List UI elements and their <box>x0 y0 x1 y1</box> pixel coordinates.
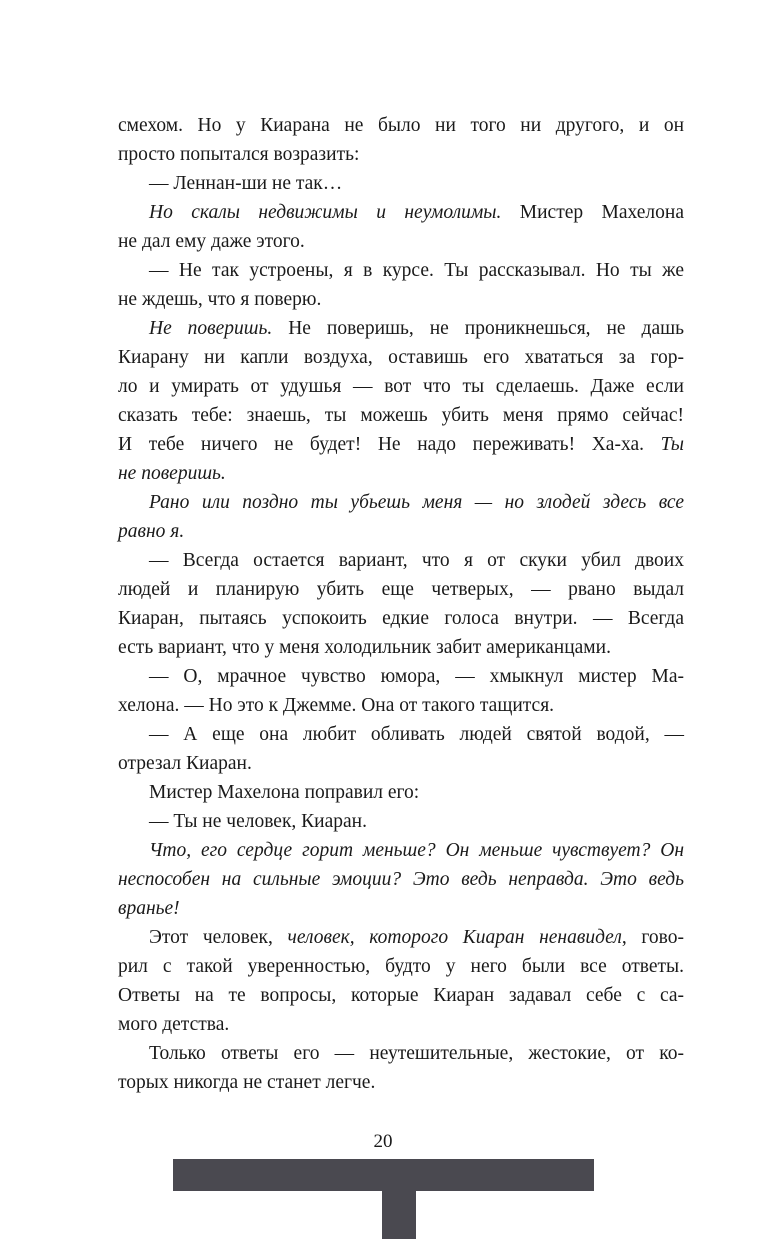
text-line: не дал ему даже этого. <box>118 231 305 252</box>
text-line: — А еще она любит обливать людей святой водой, — <box>149 724 684 745</box>
text-line: мого детства. <box>118 1014 230 1035</box>
text-line: — Ты не человек, Киаран. <box>149 811 367 832</box>
text-line: — О, мрачное чувство юмора, — хмыкнул мистер Ма- <box>149 666 684 687</box>
text-line: рил с такой уверенностью, будто у него были все ответы. <box>118 956 684 977</box>
text-line: Только ответы его — неутешительные, жестокие, от ко- <box>149 1043 684 1064</box>
footer-bar <box>173 1159 594 1191</box>
text-line: не поверишь. <box>118 463 226 484</box>
text-line: не ждешь, что я поверю. <box>118 289 322 310</box>
text-line: Рано или поздно ты убьешь меня — но злодей здесь все <box>149 492 684 513</box>
text-line: сказать тебе: знаешь, ты можешь убить меня прямо сейчас! <box>118 405 684 426</box>
text-line: Киаран, пытаясь успокоить едкие голоса внутри. — Всегда <box>118 608 684 629</box>
text-line: отрезал Киаран. <box>118 753 252 774</box>
text-line: равно я. <box>118 521 185 542</box>
text-line: Ответы на те вопросы, которые Киаран задавал себе с са- <box>118 985 684 1006</box>
text-line: хелона. — Но это к Джемме. Она от такого тащится. <box>118 695 555 716</box>
text-line: Киарану ни капли воздуха, оставишь его хвататься за гор- <box>118 347 684 368</box>
text-line: неспособен на сильные эмоции? Это ведь неправда. Это ведь <box>118 869 684 890</box>
text-line: Но скалы недвижимы и неумолимы. Мистер Махелона <box>149 202 685 223</box>
text-line: Мистер Махелона поправил его: <box>149 782 420 803</box>
page-number: 20 <box>373 1131 393 1152</box>
text-line: Не поверишь. Не поверишь, не проникнешься, не дашь <box>149 318 685 339</box>
text-line: — Леннан-ши не так… <box>149 173 343 194</box>
text-line: вранье! <box>118 898 180 919</box>
text-line: просто попытался возразить: <box>118 144 360 165</box>
text-line: Этот человек, человек, которого Киаран ненавидел, гово- <box>149 927 684 948</box>
page-text <box>118 111 684 1097</box>
text-line: есть вариант, что у меня холодильник забит американцами. <box>118 637 611 658</box>
footer-stem <box>382 1191 416 1239</box>
text-line: ло и умирать от удушья — вот что ты сделаешь. Даже если <box>118 376 684 397</box>
text-line: И тебе ничего не будет! Не надо переживать! Ха-ха. Ты <box>118 434 684 455</box>
text-line: торых никогда не станет легче. <box>118 1072 376 1093</box>
text-line: Что, его сердце горит меньше? Он меньше чувствует? Он <box>149 840 684 861</box>
text-line: — Всегда остается вариант, что я от скуки убил двоих <box>149 550 684 571</box>
text-line: смехом. Но у Киарана не было ни того ни другого, и он <box>118 115 684 136</box>
text-line: людей и планирую убить еще четверых, — рвано выдал <box>118 579 684 600</box>
text-line: — Не так устроены, я в курсе. Ты рассказывал. Но ты же <box>149 260 684 281</box>
